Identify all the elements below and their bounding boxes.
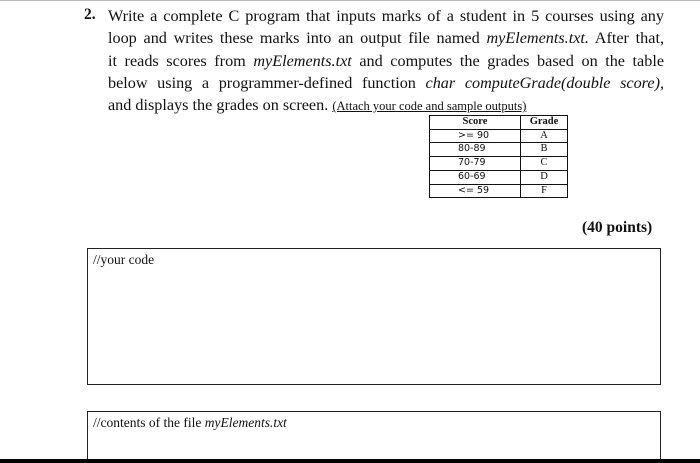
grade-header: Grade — [521, 116, 568, 130]
function-signature: char computeGrade(double score), — [425, 73, 665, 92]
score-cell: 60-69 — [430, 170, 521, 184]
attach-note: (Attach your code and sample outputs) — [332, 99, 527, 114]
table-row — [430, 129, 568, 143]
grade-cell: F — [521, 184, 568, 198]
table-row — [430, 170, 568, 184]
code-answer-box[interactable] — [87, 248, 661, 385]
code-box-label: //your code — [93, 252, 155, 267]
bottom-rule — [0, 459, 700, 463]
score-cell: <= 59 — [430, 184, 521, 198]
points-label: (40 points) — [582, 219, 653, 236]
score-cell: 70-79 — [430, 157, 521, 171]
grade-table-header — [430, 116, 568, 130]
question-line-4: below using a programmer-defined function char computeGrade(double score), — [108, 73, 665, 92]
table-row — [430, 184, 568, 198]
grade-cell: A — [521, 129, 568, 143]
input-file-name: myElements.txt — [253, 51, 352, 70]
grade-table — [429, 115, 568, 198]
question-text — [108, 5, 664, 117]
question-line-2: loop and writes these marks into an output file named myElements.txt. After that, — [108, 29, 664, 48]
top-rule — [0, 0, 700, 1]
file-box-label: //contents of the file myElements.txt — [93, 415, 287, 430]
table-row — [430, 143, 568, 157]
question-line-1: Write a complete C program that inputs marks of a student in 5 courses using any — [108, 7, 664, 25]
output-file-name: myElements.txt. — [486, 29, 589, 48]
score-cell: 80-89 — [430, 143, 521, 157]
grade-cell: B — [521, 143, 568, 157]
question-line-3: it reads scores from myElements.txt and computes the grades based on the table — [108, 51, 665, 70]
score-header: Score — [430, 116, 521, 130]
score-cell: >= 90 — [430, 129, 521, 143]
table-row — [430, 157, 568, 171]
question-line-5: and displays the grades on screen. (Attach your code and sample outputs) — [108, 96, 527, 115]
question-number: 2. — [84, 6, 96, 23]
file-box-filename: myElements.txt — [204, 415, 287, 430]
grade-cell: D — [521, 170, 568, 184]
file-contents-box[interactable] — [87, 411, 661, 463]
grade-cell: C — [521, 157, 568, 171]
